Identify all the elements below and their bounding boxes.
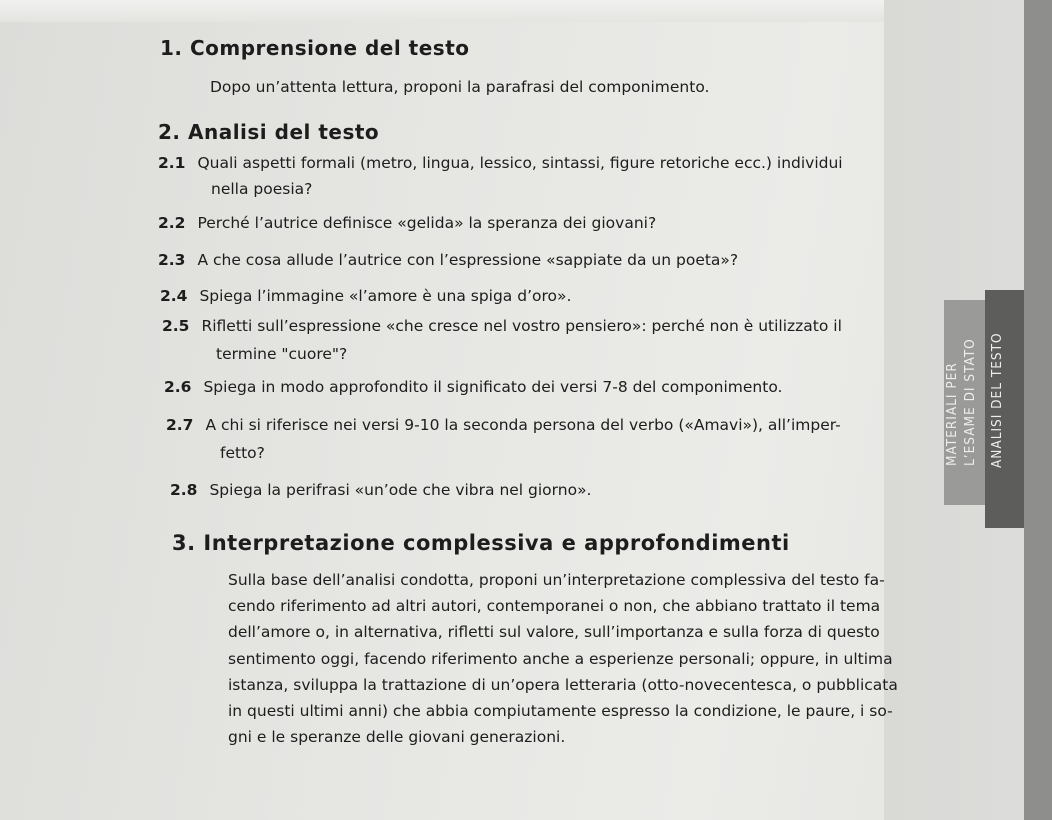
side-tab-label-2: L’ESAME DI STATO xyxy=(962,338,978,466)
question-2-2: 2.2 Perché l’autrice definisce «gelida» la speranza dei giovani? xyxy=(158,214,657,232)
section-3-paragraph xyxy=(228,567,928,750)
page-edge xyxy=(1024,0,1052,820)
question-2-5: 2.5 Rifletti sull’espressione «che cresce nel vostro pensiero»: perché non è utilizzato il xyxy=(162,317,842,335)
question-2-1: 2.1 Quali aspetti formali (metro, lingua, lessico, sintassi, figure retoriche ecc.) individui xyxy=(158,154,843,172)
section-3-heading: 3. Interpretazione complessiva e approfondimenti xyxy=(172,531,790,555)
paragraph-line: istanza, sviluppa la trattazione di un’opera letteraria (otto-novecentesca, o pubblicata xyxy=(228,675,898,694)
question-2-8: 2.8 Spiega la perifrasi «un’ode che vibra nel giorno». xyxy=(170,481,592,499)
paragraph-line: cendo riferimento ad altri autori, contemporanei o non, che abbiano trattato il tema xyxy=(228,597,881,616)
paragraph-line: sentimento oggi, facendo riferimento anche a esperienze personali; oppure, in ultima xyxy=(228,649,893,668)
side-tab-label-1: MATERIALI PER xyxy=(944,362,960,466)
paragraph-line: in questi ultimi anni) che abbia compiutamente espresso la condizione, le paure, i so- xyxy=(228,702,893,721)
question-2-4: 2.4 Spiega l’immagine «l’amore è una spiga d’oro». xyxy=(160,287,572,305)
paragraph-line: Sulla base dell’analisi condotta, proponi un’interpretazione complessiva del testo fa- xyxy=(228,571,885,589)
question-2-7-cont: fetto? xyxy=(220,444,265,462)
question-2-5-cont: termine "cuore"? xyxy=(216,345,348,363)
question-2-1-cont: nella poesia? xyxy=(211,180,313,198)
question-2-7: 2.7 A chi si riferisce nei versi 9-10 la seconda persona del verbo («Amavi»), all’imper- xyxy=(166,416,841,434)
paragraph-line: gni e le speranze delle giovani generazioni. xyxy=(228,728,566,747)
side-tab-label-3: ANALISI DEL TESTO xyxy=(989,332,1005,468)
section-2-heading: 2. Analisi del testo xyxy=(158,120,380,144)
paragraph-line: dell’amore o, in alternativa, rifletti sul valore, sull’importanza e sulla forza di questo xyxy=(228,623,880,642)
section-1-heading: 1. Comprensione del testo xyxy=(160,36,470,60)
question-2-3: 2.3 A che cosa allude l’autrice con l’espressione «sappiate da un poeta»? xyxy=(158,251,739,269)
section-1-text: Dopo un’attenta lettura, proponi la parafrasi del componimento. xyxy=(210,78,710,96)
question-2-6: 2.6 Spiega in modo approfondito il significato dei versi 7-8 del componimento. xyxy=(164,378,783,396)
